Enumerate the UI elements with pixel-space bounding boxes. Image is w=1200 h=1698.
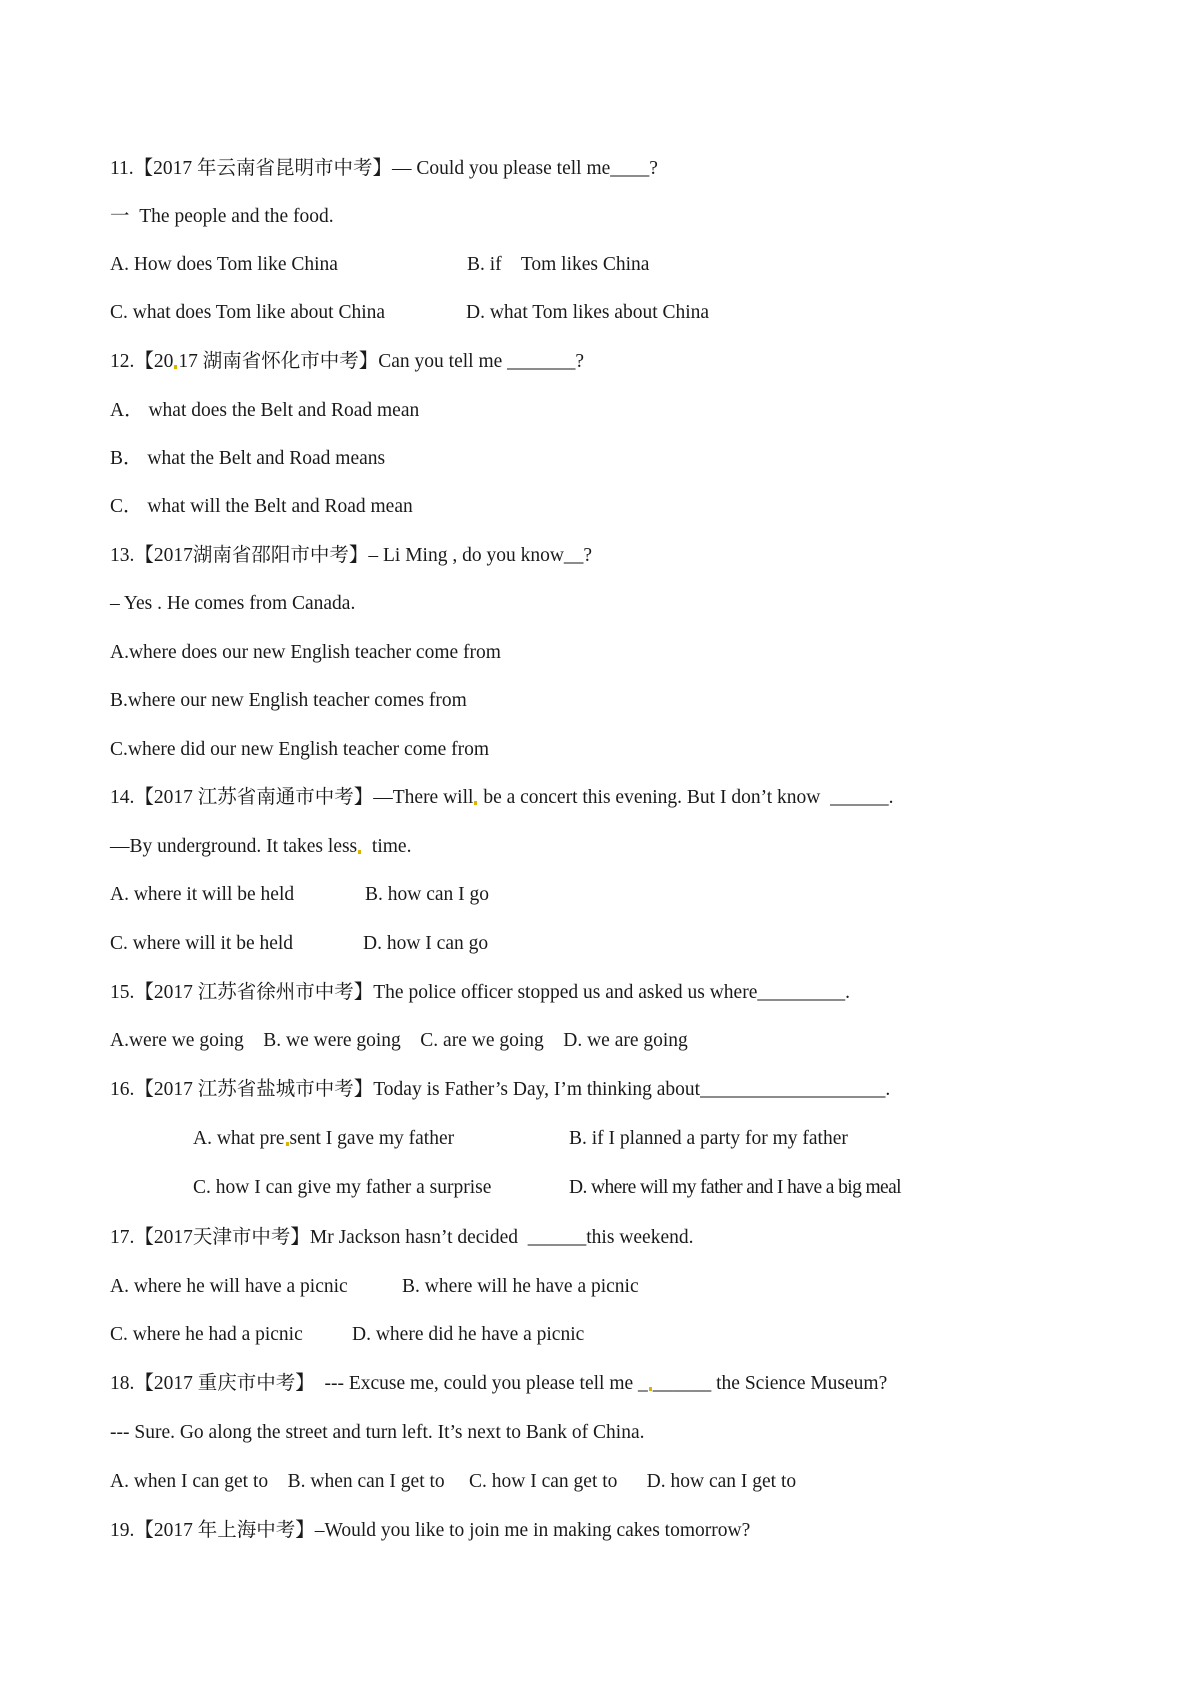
- question-13-stem: 13.【2017湖南省邵阳市中考】– Li Ming , do you know__?: [110, 545, 593, 566]
- question-18-options: A. when I can get to B. when can I get to C. how I can get to D. how can I get to: [110, 1471, 797, 1492]
- question-12-stem-part-b: 17 湖南省怀化市中考】Can you tell me _______?: [178, 351, 585, 372]
- question-14-stem-part-a: 14.【2017 江苏省南通市中考】—There will: [110, 787, 474, 808]
- question-16-stem: 16.【2017 江苏省盐城市中考】Today is Father’s Day, I’m thinking about___________________.: [110, 1079, 891, 1100]
- question-17-option-d: D. where did he have a picnic: [352, 1324, 585, 1345]
- question-14-option-c: C. where will it be held: [110, 933, 294, 954]
- question-17-option-a: A. where he will have a picnic: [110, 1276, 348, 1297]
- question-14-option-b: B. how can I go: [365, 884, 490, 905]
- question-17-blank: ______: [527, 1227, 587, 1248]
- question-16-option-c: C. how I can give my father a surprise: [193, 1177, 492, 1198]
- question-14-option-d: D. how I can go: [363, 933, 489, 954]
- question-12-option-b: B． what the Belt and Road means: [110, 448, 386, 469]
- question-17-option-c: C. where he had a picnic: [110, 1324, 303, 1345]
- question-15-stem: 15.【2017 江苏省徐州市中考】The police officer stopped us and asked us where_________.: [110, 982, 850, 1003]
- question-12-option-a: A． what does the Belt and Road mean: [110, 400, 420, 421]
- question-14-option-a: A. where it will be held: [110, 884, 295, 905]
- question-13-option-a: A.where does our new English teacher come from: [110, 642, 501, 663]
- highlight-mark: [358, 850, 361, 854]
- question-19-stem: 19.【2017 年上海中考】–Would you like to join me in making cakes tomorrow?: [110, 1520, 751, 1541]
- question-16-option-a-part-1: A. what pre: [193, 1128, 285, 1149]
- question-13-option-c: C.where did our new English teacher come from: [110, 739, 490, 760]
- question-12-option-c: C． what will the Belt and Road mean: [110, 496, 413, 517]
- question-12-stem: [110, 349, 584, 375]
- question-17-stem-part-a: 17.【2017天津市中考】Mr Jackson hasn’t decided: [110, 1227, 528, 1248]
- question-16-option-a: [193, 1126, 454, 1152]
- question-11-option-a: A. How does Tom like China: [110, 254, 338, 275]
- question-17-stem-part-b: this weekend.: [586, 1227, 694, 1248]
- question-16-option-b: B. if I planned a party for my father: [569, 1128, 848, 1149]
- question-16-option-d: D. where will my father and I have a big meal: [569, 1177, 901, 1198]
- question-14-reply-part-b: time.: [362, 836, 412, 857]
- question-18-reply: --- Sure. Go along the street and turn left. It’s next to Bank of China.: [110, 1422, 645, 1443]
- question-14-stem-part-b: be a concert this evening. But I don’t know ______.: [478, 787, 894, 808]
- question-13-reply: – Yes . He comes from Canada.: [110, 593, 356, 614]
- highlight-mark: [474, 801, 477, 805]
- question-12-stem-part-a: 12.【20: [110, 351, 174, 372]
- question-11-option-d: D. what Tom likes about China: [466, 302, 710, 323]
- question-18-stem: [110, 1371, 887, 1397]
- question-16-option-a-part-2: sent I gave my father: [289, 1128, 455, 1149]
- highlight-mark: [286, 1142, 289, 1146]
- question-18-stem-part-b: ______ the Science Museum?: [652, 1373, 888, 1394]
- question-11-stem: 11.【2017 年云南省昆明市中考】— Could you please tell me____?: [110, 158, 658, 179]
- question-11-option-c: C. what does Tom like about China: [110, 302, 386, 323]
- question-15-options: A.were we going B. we were going C. are we going D. we are going: [110, 1030, 688, 1051]
- question-14-reply-part-a: —By underground. It takes less: [110, 836, 358, 857]
- question-11-reply: 一 The people and the food.: [110, 206, 334, 227]
- question-14-stem: [110, 785, 893, 811]
- question-17-option-b: B. where will he have a picnic: [402, 1276, 639, 1297]
- highlight-mark: [174, 365, 177, 369]
- question-17-stem: [110, 1225, 694, 1251]
- question-18-stem-part-a: 18.【2017 重庆市中考】 --- Excuse me, could you please tell me _: [110, 1373, 648, 1394]
- highlight-mark: [649, 1387, 652, 1391]
- question-13-option-b: B.where our new English teacher comes from: [110, 690, 467, 711]
- question-14-reply: [110, 834, 411, 860]
- question-11-option-b: B. if Tom likes China: [467, 254, 650, 275]
